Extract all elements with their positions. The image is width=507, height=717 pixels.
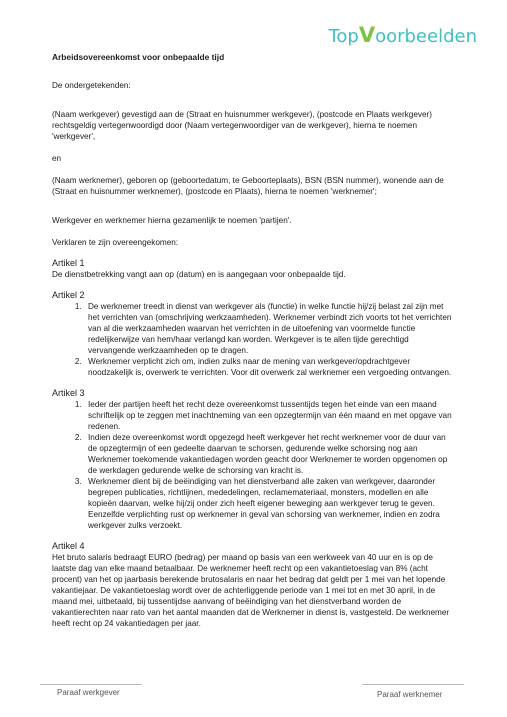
list-item: 2. Indien deze overeenkomst wordt opgezegd heeft werkgever het recht werknemer voor de duur van de opzegtermijn of een gedeelte daarvan te schorsen, gedurende welke schorsing nog aan Werknemer toekomende vakantiedagen worden geacht door Werknemer te worden opgenomen op de werkdagen gedurende welke de schorsing van kracht is. <box>84 432 452 476</box>
employee-paragraph: (Naam werknemer), geboren op (geboortedatum, te Geboorteplaats), BSN (BSN nummer), wonende aan de (Straat en huisnummer werknemer), (postcode en Plaats), hierna te noemen 'werknemer'; <box>52 176 444 196</box>
initials-employer-label: Paraaf werkgever <box>57 688 120 697</box>
list-item: 1. De werknemer treedt in dienst van werkgever als (functie) in welke functie hij/zij belast zal zijn met het verrichten van (omschrijving werkzaamheden). Werknemer verbindt zich voorts tot het verrichten van al die werkzaamheden waarvan het verrichten in de uitoefening van voormelde functie redelijkerwijze van hem/haar verlangd kan worden. Werkgever is te allen tijde gerechtigd vervangende werkzaamheden op te dragen. <box>84 301 452 356</box>
parties-paragraph: Werkgever en werknemer hierna gezamenlijk te noemen 'partijen'. <box>52 216 292 225</box>
logo-check-v: V <box>358 23 376 47</box>
logo-text-rest: oorbeelden <box>375 26 477 47</box>
article-4-text: Het bruto salaris bedraagt EURO (bedrag) per maand op basis van een werkweek van 40 uur en is op de laatste dag van elke maand betaalbaar. De werknemer heeft recht op een vakantietoeslag van 8% (acht procent) van het op jaarbasis berekende brutosalaris en naar het bedrag dat geldt per 1 mei van het lopende vakantiejaar. De vakantietoeslag wordt over de achterliggende periode van 1 mei tot en met 30 april, in de maand mei, uitbetaald, bij tussentijdse aanvang of beëindiging van het dienstverband worden de vakantierechten naar rato van het aantal maanden dat de Werknemer in dienst is, vastgesteld. De werknemer heeft recht op 24 vakantiedagen per jaar. <box>52 553 450 628</box>
article-1-text: De dienstbetrekking vangt aan op (datum) en is aangegaan voor onbepaalde tijd. <box>52 270 346 279</box>
article-4-title: Artikel 4 <box>52 541 85 551</box>
article-3-title: Artikel 3 <box>52 388 85 398</box>
initials-line-employer <box>40 684 142 685</box>
undersigned-line: De ondergetekenden: <box>52 81 131 90</box>
list-item: 3. Werknemer dient bij de beëindiging van het dienstverband alle zaken van werkgever, daaronder begrepen publicaties, richtlijnen, mededelingen, reclamemateriaal, monsters, modellen en alle kopieën daarvan, welke hij/zij onder zich heeft eigener beweging aan werkgever terug te geven. Eenzelfde verplichting rust op werknemer in geval van schorsing van werknemer, indien en zodra werkgever zulks verzoekt. <box>84 476 452 531</box>
list-item: 2. Werknemer verplicht zich om, indien zulks naar de mening van werkgever/opdrachtgever noodzakelijk is, overwerk te verrichten. Voor dit overwerk zal werknemer een vergoeding ontvangen. <box>84 356 452 378</box>
document-body <box>52 52 452 629</box>
document-title: Arbeidsovereenkomst voor onbepaalde tijd <box>52 52 225 62</box>
employer-paragraph: (Naam werkgever) gevestigd aan de (Straat en huisnummer werkgever), (postcode en Plaats werkgever) rechtsgeldig vertegenwoordigd door (Naam vertegenwoordiger van de werkgever), hierna te noemen 'werkgever', <box>52 110 432 141</box>
article-2-list <box>52 301 452 378</box>
initials-employee-label: Paraaf werknemer <box>377 690 443 699</box>
initials-line-employee <box>362 684 464 685</box>
declare-line: Verklaren te zijn overeengekomen: <box>52 238 179 247</box>
article-1-title: Artikel 1 <box>52 258 85 268</box>
article-3-list <box>52 399 452 531</box>
article-2-title: Artikel 2 <box>52 290 85 300</box>
topvoorbeelden-logo <box>328 23 477 47</box>
logo-text-top: Top <box>328 26 359 47</box>
en-line: en <box>52 154 62 163</box>
list-item: 1. Ieder der partijen heeft het recht deze overeenkomst tussentijds tegen het einde van een maand schriftelijk op te zeggen met inachtneming van een opzegtermijn van één maand en met opgave van redenen. <box>84 399 452 432</box>
